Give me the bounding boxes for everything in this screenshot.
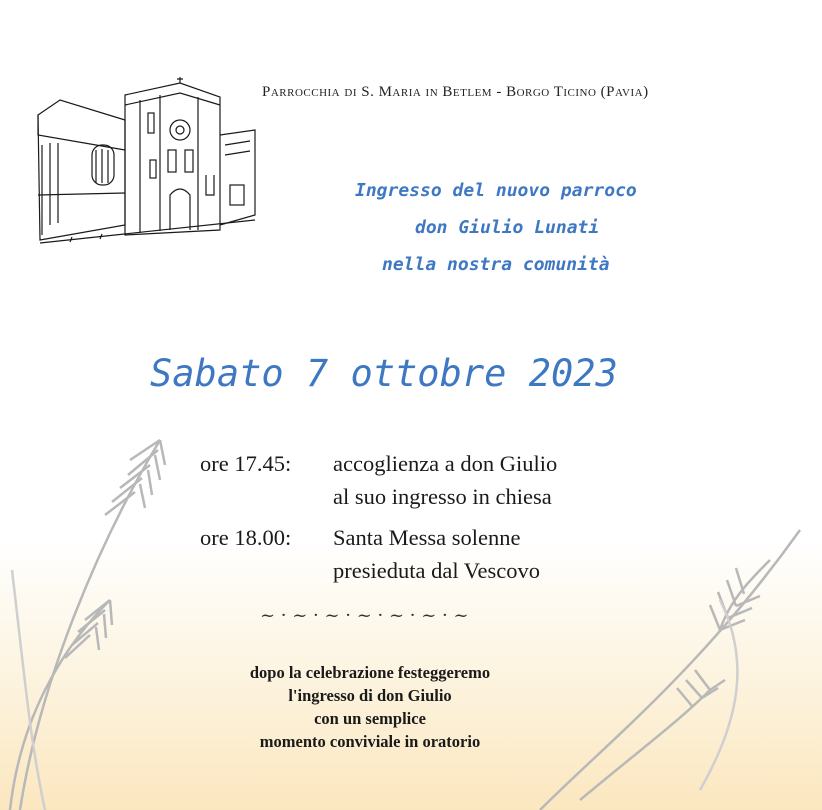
closing-note-line-1: dopo la celebrazione festeggeremo (249, 663, 491, 682)
schedule-description-continued: al suo ingresso in chiesa (333, 484, 552, 509)
ornamental-divider: ~ · ~ · ~ · ~ · ~ · ~ · ~ (260, 605, 469, 626)
wheat-ears-right-decoration (520, 520, 822, 810)
announcement-line-3: nella nostra comunità (382, 254, 610, 275)
schedule-time: ore 18.00: (200, 525, 292, 550)
announcement-line-2: don Giulio Lunati (415, 217, 600, 238)
announcement-heading (310, 172, 730, 283)
event-date: Sabato 7 ottobre 2023 (150, 352, 618, 395)
schedule-description: accoglienza a don Giulio (333, 451, 558, 476)
schedule-time: ore 17.45: (200, 451, 292, 476)
parish-name: Parrocchia di S. Maria in Betlem - Borgo Ticino (Pavia) (262, 84, 649, 100)
schedule-description-continued: presieduta dal Vescovo (333, 558, 541, 583)
schedule-item (200, 521, 557, 587)
schedule-description: Santa Messa solenne (333, 525, 521, 550)
closing-note (175, 661, 565, 753)
closing-note-line-2: l'ingresso di don Giulio (288, 686, 452, 705)
schedule-item (200, 447, 557, 513)
announcement-line-1: Ingresso del nuovo parroco (355, 180, 637, 201)
closing-note-line-3: con un semplice (314, 709, 426, 728)
church-sketch-illustration (30, 75, 260, 250)
event-schedule (200, 447, 557, 587)
closing-note-line-4: momento conviviale in oratorio (259, 732, 481, 751)
